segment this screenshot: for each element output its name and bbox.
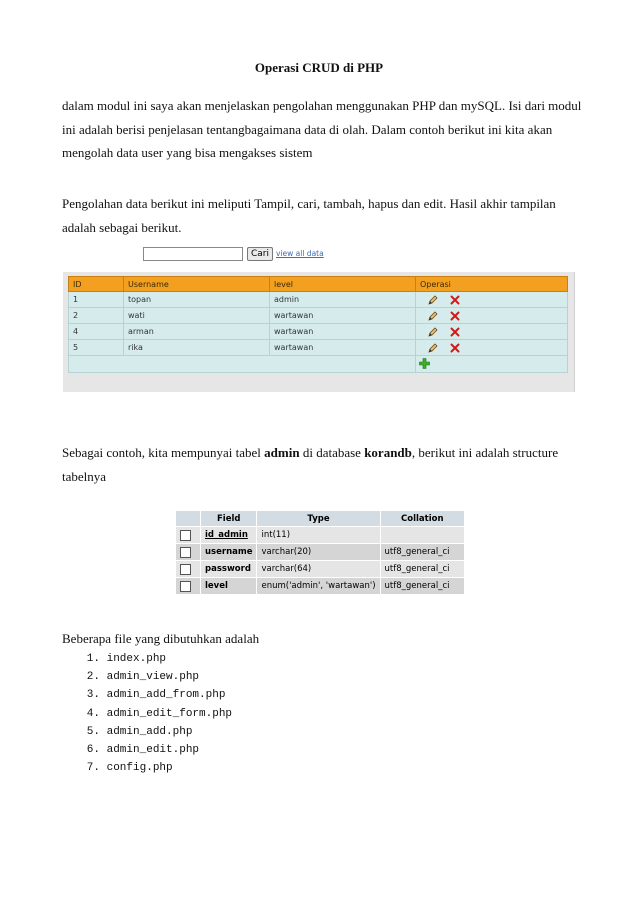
cell-operasi (416, 324, 568, 340)
list-number: 6. (86, 743, 100, 756)
red-x-icon[interactable] (450, 343, 460, 353)
field-collation (381, 527, 464, 543)
table-intro-line (62, 441, 582, 465)
green-plus-icon[interactable] (419, 358, 430, 369)
file-name: admin_add_from.php (106, 689, 226, 702)
features-line: adalah sebagai berikut. (62, 219, 182, 235)
cell-level: wartawan (270, 324, 416, 340)
cell-operasi (416, 308, 568, 324)
user-table-header (69, 277, 568, 292)
add-cell (416, 356, 568, 373)
list-item (62, 759, 232, 777)
table-row (69, 340, 568, 356)
text-segment: di database (299, 445, 365, 460)
list-number: 5. (86, 725, 100, 738)
view-all-link[interactable]: view all data (276, 249, 324, 258)
table-row (176, 561, 464, 577)
table-intro-line: tabelnya (62, 468, 107, 484)
list-item (62, 686, 232, 704)
files-intro: Beberapa file yang dibutuhkan adalah (62, 631, 260, 646)
table-row (176, 544, 464, 560)
cell-username: arman (124, 324, 270, 340)
row-select (176, 527, 200, 543)
cell-id: 1 (69, 292, 124, 308)
features-line: Pengolahan data berikut ini meliputi Tampil, cari, tambah, hapus dan edit. Hasil akhir tampilan (62, 196, 556, 211)
intro-line: ini adalah berisi penjelasan tentangbagaimana data di olah. Dalam contoh berikut ini kita akan (62, 121, 553, 137)
document-title: Operasi CRUD di PHP (254, 60, 384, 75)
file-list (62, 650, 232, 777)
cell-level: wartawan (270, 308, 416, 324)
structure-header (176, 511, 464, 526)
red-x-icon[interactable] (450, 327, 460, 337)
list-item (62, 705, 232, 723)
red-x-icon[interactable] (450, 295, 460, 305)
table-row (176, 578, 464, 594)
field-type: varchar(20) (257, 544, 379, 560)
header-field: Field (201, 511, 256, 526)
list-item (62, 741, 232, 759)
field-name: username (205, 547, 253, 557)
row-checkbox[interactable] (180, 530, 191, 541)
row-select (176, 561, 200, 577)
list-number: 3. (86, 689, 100, 702)
table-row (69, 308, 568, 324)
add-row (69, 356, 568, 373)
list-number: 4. (86, 707, 100, 720)
cell-operasi (416, 292, 568, 308)
table-row (69, 324, 568, 340)
field-name: id_admin (205, 530, 248, 540)
field-type: varchar(64) (257, 561, 379, 577)
field-collation: utf8_general_ci (381, 578, 464, 594)
list-number: 1. (86, 653, 100, 665)
features-paragraph (62, 192, 582, 239)
field-collation: utf8_general_ci (381, 544, 464, 560)
search-button[interactable]: Cari (247, 247, 273, 261)
row-select (176, 578, 200, 594)
pencil-icon[interactable] (428, 327, 438, 337)
cell-level: admin (270, 292, 416, 308)
list-item (62, 723, 232, 741)
file-name: admin_view.php (106, 671, 200, 684)
red-x-icon[interactable] (450, 311, 460, 321)
header-username: Username (124, 277, 270, 292)
table-row (176, 527, 464, 543)
list-number: 2. (86, 671, 100, 684)
text-segment: , berikut ini adalah structure (411, 445, 559, 460)
list-item (62, 650, 232, 668)
cell-id: 4 (69, 324, 124, 340)
intro-line: dalam modul ini saya akan menjelaskan pengolahan menggunakan PHP dan mySQL. Isi dari modul (62, 98, 582, 113)
add-row-spacer (69, 356, 416, 373)
field-name: password (205, 564, 251, 574)
row-checkbox[interactable] (180, 547, 191, 558)
field-collation: utf8_general_ci (381, 561, 464, 577)
field-type: enum('admin', 'wartawan') (257, 578, 379, 594)
user-table (68, 276, 568, 373)
table-row (69, 292, 568, 308)
cell-username: rika (124, 340, 270, 356)
cell-username: topan (124, 292, 270, 308)
pencil-icon[interactable] (428, 295, 438, 305)
file-name: index.php (106, 653, 167, 665)
header-level: level (270, 277, 416, 292)
row-select (176, 544, 200, 560)
file-name: admin_edit.php (106, 743, 200, 756)
table-name: admin (264, 445, 300, 460)
table-intro-paragraph (62, 441, 582, 488)
cell-id: 5 (69, 340, 124, 356)
cell-operasi (416, 340, 568, 356)
list-number: 7. (86, 762, 100, 775)
row-checkbox[interactable] (180, 581, 191, 592)
user-table-panel (63, 272, 575, 392)
header-checkbox (176, 511, 200, 526)
header-collation: Collation (381, 511, 464, 526)
file-name: admin_add.php (106, 725, 193, 738)
structure-table (175, 510, 465, 595)
file-name: admin_edit_form.php (106, 707, 233, 720)
intro-line: mengolah data user yang bisa mengakses sistem (62, 145, 313, 160)
cell-id: 2 (69, 308, 124, 324)
header-id: ID (69, 277, 124, 292)
pencil-icon[interactable] (428, 311, 438, 321)
text-segment: Sebagai contoh, kita mempunyai tabel (62, 445, 265, 460)
intro-paragraph (62, 94, 582, 165)
database-name: korandb (364, 445, 412, 460)
search-input[interactable] (143, 247, 243, 261)
header-operasi: Operasi (416, 277, 568, 292)
field-name: level (205, 581, 228, 591)
list-item (62, 668, 232, 686)
row-checkbox[interactable] (180, 564, 191, 575)
pencil-icon[interactable] (428, 343, 438, 353)
file-name: config.php (106, 762, 173, 775)
header-type: Type (257, 511, 379, 526)
cell-level: wartawan (270, 340, 416, 356)
field-type: int(11) (257, 527, 379, 543)
cell-username: wati (124, 308, 270, 324)
